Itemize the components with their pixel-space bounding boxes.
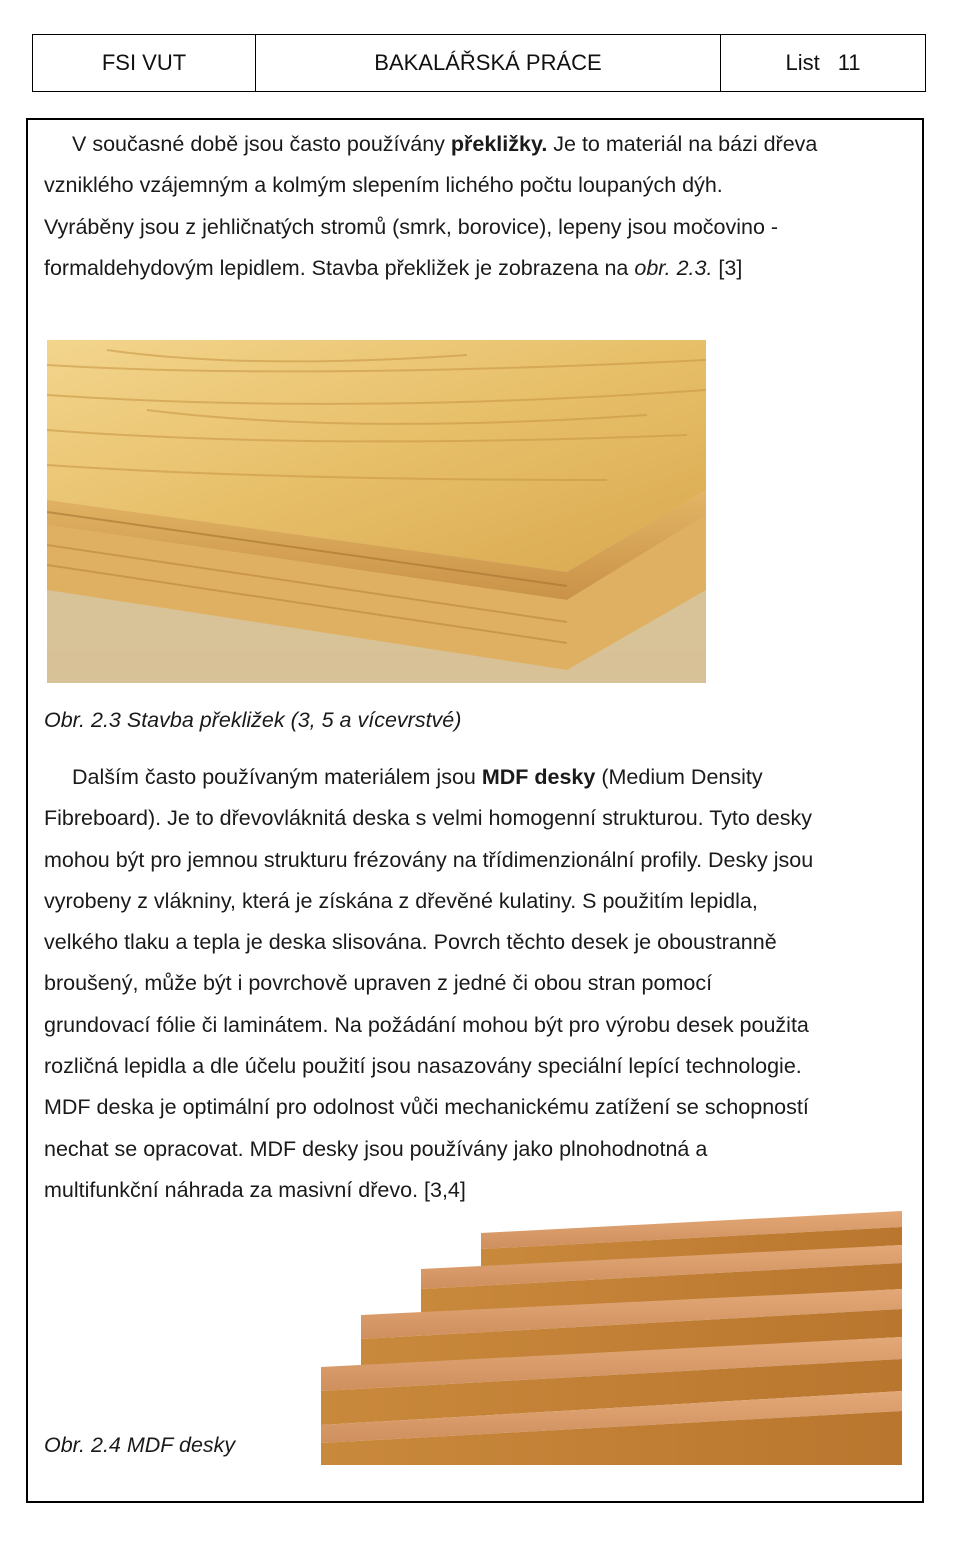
citation: [3] (712, 255, 743, 280)
paragraph-line (44, 248, 906, 289)
paragraph-line: vzniklého vzájemným a kolmým slepením lichého počtu loupaných dýh. (44, 173, 723, 198)
paragraph-line: nechat se opracovat. MDF desky jsou používány jako plnohodnotná a (44, 1136, 708, 1161)
paragraph-line: vyrobeny z vlákniny, která je získána z dřevěné kulatiny. S použitím lepidla, (44, 888, 758, 913)
paragraph-line: rozličná lepidla a dle účelu použití jsou nasazovány speciální lepící technologie. (44, 1054, 802, 1079)
paragraph-mdf (44, 757, 906, 1211)
text-run: Je to materiál na bázi dřeva (547, 132, 818, 156)
header-title (255, 35, 720, 91)
header-school-text: FSI VUT (101, 50, 187, 75)
text-run: formaldehydovým lepidlem. Stavba překližek je zobrazena na (44, 255, 635, 280)
figure-caption-mdf: Obr. 2.4 MDF desky (44, 1433, 236, 1457)
header-title-text: BAKALÁŘSKÁ PRÁCE (374, 50, 602, 75)
figure-reference: obr. 2.3. (634, 255, 713, 280)
paragraph-plywood (44, 124, 906, 289)
paragraph-line: Vyráběny jsou z jehličnatých stromů (smrk, borovice), lepeny jsou močovino - (44, 214, 779, 239)
paragraph-line: MDF deska je optimální pro odolnost vůči mechanickému zatížení se schopností (44, 1095, 809, 1120)
header-page-number: 11 (837, 50, 861, 75)
text-run: Dalším často používaným materiálem jsou (72, 765, 482, 789)
page-header (32, 34, 926, 92)
paragraph-line: mohou být pro jemnou strukturu frézovány na třídimenzionální profily. Desky jsou (44, 847, 814, 872)
figure-caption-plywood: Obr. 2.3 Stavba překližek (3, 5 a vícevrstvé) (44, 708, 462, 732)
header-page (720, 35, 925, 91)
paragraph-line: velkého tlaku a tepla je deska slisována. Povrch těchto desek je oboustranně (44, 930, 777, 955)
mdf-boards-photo (321, 1211, 902, 1465)
text-run: V současné době jsou často používány (72, 132, 451, 156)
paragraph-line (44, 757, 906, 798)
plywood-photo (47, 340, 706, 683)
term-mdf: MDF desky (481, 765, 596, 789)
term-plywood: překližky. (450, 132, 548, 156)
text-run: (Medium Density (595, 765, 763, 789)
header-school (33, 35, 255, 91)
paragraph-line: grundovací fólie či laminátem. Na požádání mohou být pro výrobu desek použita (44, 1012, 809, 1037)
paragraph-line: multifunkční náhrada za masivní dřevo. [3,4] (44, 1177, 466, 1202)
paragraph-line: Fibreboard). Je to dřevovláknitá deska s velmi homogenní strukturou. Tyto desky (44, 806, 813, 831)
header-page-label: List (785, 50, 820, 75)
paragraph-line (44, 124, 906, 165)
paragraph-line: broušený, může být i povrchově upraven z jedné či obou stran pomocí (44, 971, 713, 996)
